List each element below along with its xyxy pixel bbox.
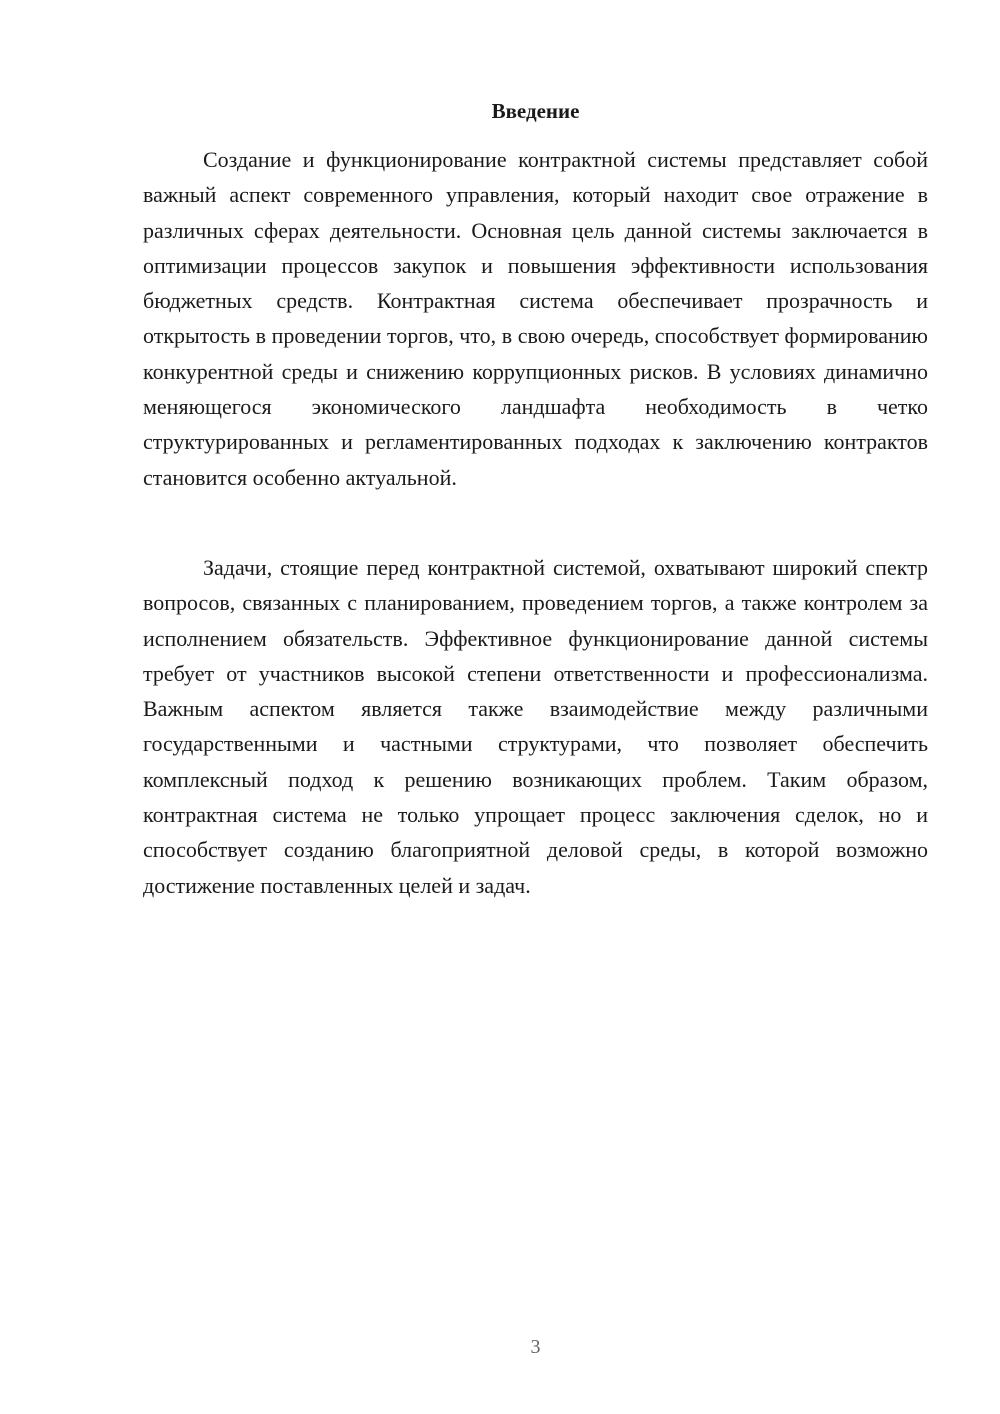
section-heading: Введение — [491, 99, 580, 123]
page-number: 3 — [530, 1336, 541, 1358]
paragraph-introduction: Создание и функционирование контрактной системы представляет собой важный аспект современного управления, который находит свое отражение в различных сферах деятельности. Основная цель данной системы заключается в оптимизации процессов закупок и повышения эффективности использования бюджетных средств. Контрактная система обеспечивает прозрачность и открытость в проведении торгов, что, в свою очередь, способствует формированию конкурентной среды и снижению коррупционных рисков. В условиях динамично меняющегося экономического ландшафта необходимость в четко структурированных и регламентированных подходах к заключению контрактов становится особенно актуальной. — [143, 147, 928, 490]
paragraph-tasks: Задачи, стоящие перед контрактной системой, охватывают широкий спектр вопросов, связанных с планированием, проведением торгов, а также контролем за исполнением обязательств. Эффективное функционирование данной системы требует от участников высокой степени ответственности и профессионализма. Важным аспектом является также взаимодействие между различными государственными и частными структурами, что позволяет обеспечить комплексный подход к решению возникающих проблем. Таким образом, контрактная система не только упрощает процесс заключения сделок, но и способствует созданию благоприятной деловой среды, в которой возможно достижение поставленных целей и задач. — [143, 555, 928, 898]
